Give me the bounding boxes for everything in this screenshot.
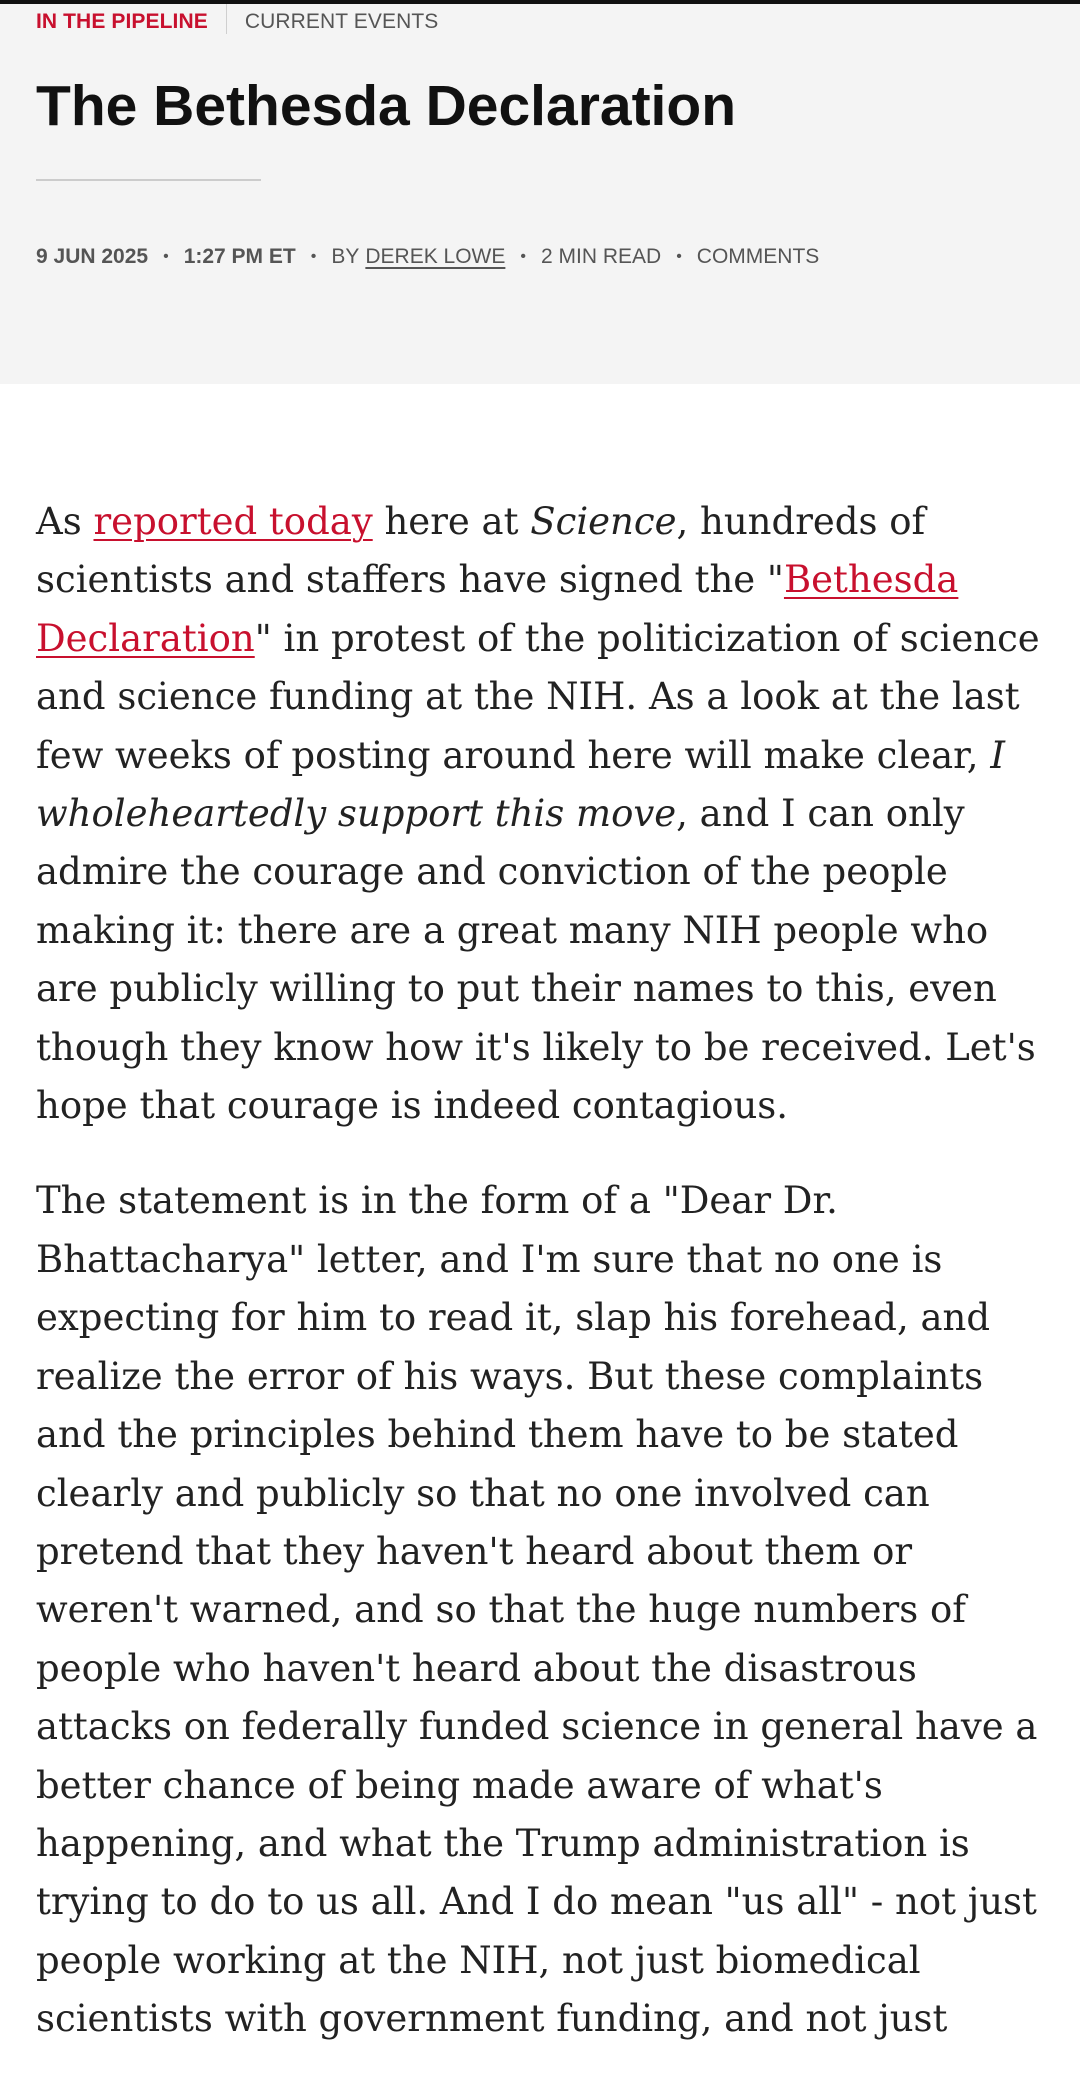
paragraph-2: The statement is in the form of a "Dear Dr. Bhattacharya" letter, and I'm sure that no one is expecting for him to read it, slap his forehead, and realize the error of his ways. But these complaints and the principles behind them have to be stated clearly and publicly so that no one involved can pretend that they haven't heard about them or weren't warned, and so that the huge numbers of people who haven't heard about the disastrous attacks on federally funded science in general have a better chance of being made aware of what's happening, and what the Trump administration is trying to do to us all. And I do mean "us all" - not just people working at the NIH, not just biomedical scientists with government funding, and not just [36,1179,1038,2041]
article-body [36,493,1046,2086]
byline-prefix: BY [331,245,360,268]
text-run: " in protest of the politicization of science and science funding at the NIH. As a look at the last few weeks of posting around here will make clear, [36,616,1040,777]
byline [36,242,819,274]
article-header [0,4,1080,384]
bethesda-declaration-link[interactable]: Bethesda Declaration [36,558,959,660]
meta-separator: • [676,248,682,265]
meta-separator: • [310,248,317,265]
topic-link[interactable]: CURRENT EVENTS [244,9,439,33]
emphasis-text: I wholeheartedly support this move [36,733,1005,836]
publish-time: 1:27 PM ET [183,245,296,268]
text-run: here at [372,500,531,543]
section-link[interactable]: IN THE PIPELINE [36,9,208,33]
text-run: As [36,500,94,543]
breadcrumb [36,8,438,34]
comments-link[interactable]: COMMENTS [696,245,820,268]
text-run: , and I can only admire the courage and conviction of the people making it: there are a great many NIH people who are publicly willing to put their names to this, even though they know how it's likely to be received. Let's hope that courage is indeed contagious. [36,792,1036,1128]
author-link[interactable]: DEREK LOWE [365,245,506,268]
paragraph-1 [36,493,1046,1135]
text-run: , hundreds of scientists and staffers have signed the " [36,500,926,602]
breadcrumb-divider [226,4,227,34]
page-title: The Bethesda Declaration [36,74,737,138]
publication-name: Science [530,500,677,543]
title-divider [36,179,261,181]
read-time: 2 MIN READ [541,245,662,268]
publish-date: 9 JUN 2025 [36,245,149,268]
meta-separator: • [520,248,526,265]
meta-separator: • [163,248,169,265]
reported-today-link[interactable]: reported today [93,500,373,543]
